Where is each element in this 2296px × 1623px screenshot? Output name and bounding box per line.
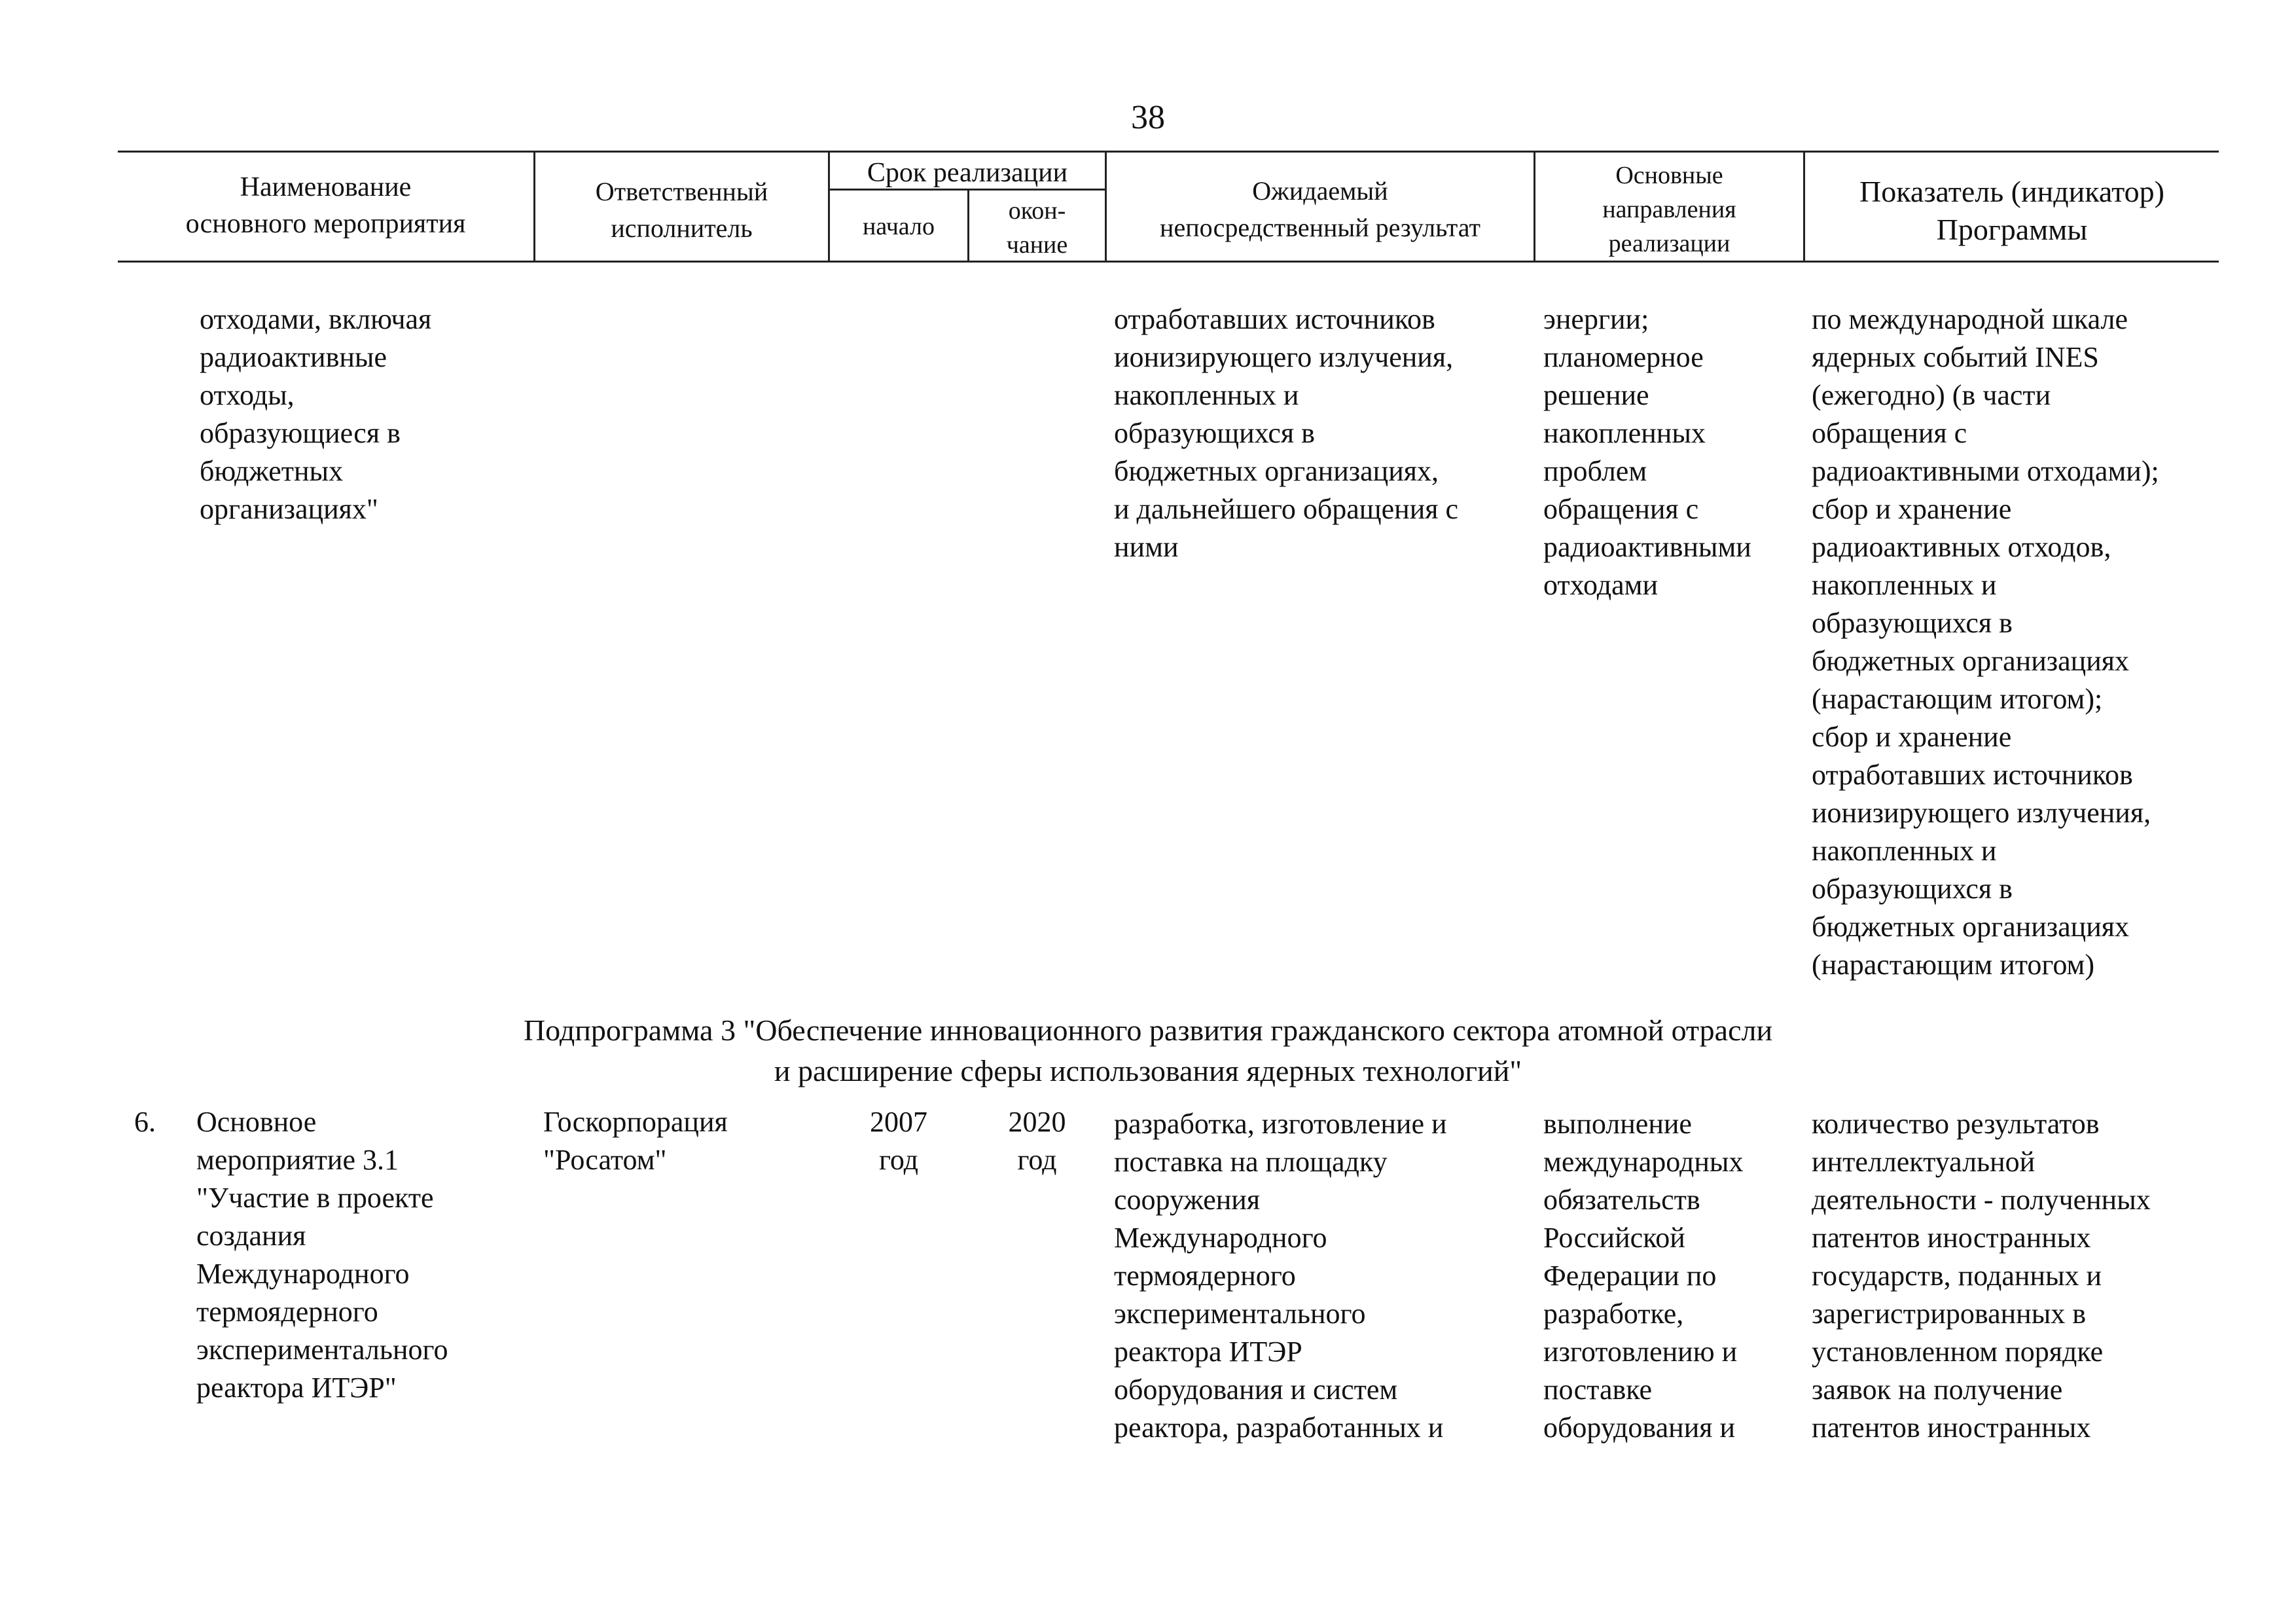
row-indicator: по международной шкале ядерных событий INES (ежегодно) (в части обращения с радиоактивными отходами); сбор и хранение радиоактивных отходов, накопленных и образующихся в бюджетных организациях (нарастающим итогом); сбор и хранение отработавших источников ионизирующего излучения, накопленных и образующихся в бюджетных организациях (нарастающим итогом) [1812, 303, 2159, 981]
header-end: окон- чание [1006, 197, 1068, 259]
subprogram-title: Подпрограмма 3 "Обеспечение инновационного развития гражданского сектора атомной отрасли и расширение сферы использования ядерных технологий" [523, 1013, 1773, 1087]
row-number: 6. [134, 1106, 156, 1138]
header-bottom-rule [118, 261, 2219, 263]
header-start: начало [863, 213, 935, 240]
row-name: отходами, включая радиоактивные отходы, образующиеся в бюджетных организациях" [200, 303, 432, 525]
row-start: 2007 год [870, 1106, 927, 1176]
header-term: Срок реализации [867, 158, 1068, 188]
row-indicator: количество результатов интеллектуальной деятельности - полученных патентов иностранных государств, поданных и зарегистрированных в установленном порядке заявок на получение патентов иностранных [1812, 1108, 2151, 1444]
header-result: Ожидаемый непосредственный результат [1160, 176, 1480, 242]
header-name: Наименование основного мероприятия [185, 172, 466, 239]
header-indicator: Показатель (индикатор) Программы [1859, 175, 2164, 246]
header-directions: Основные направления реализации [1602, 162, 1736, 257]
row-result: разработка, изготовление и поставка на площадку сооружения Международного термоядерного экспериментального реактора ИТЭР оборудования и систем реактора, разработанных и [1114, 1108, 1447, 1444]
row-end: 2020 год [1008, 1106, 1066, 1176]
row-directions: выполнение международных обязательств Российской Федерации по разработке, изготовлению и поставке оборудования и [1543, 1108, 1744, 1444]
row-responsible: Госкорпорация "Росатом" [543, 1106, 728, 1176]
row-result: отработавших источников ионизирующего излучения, накопленных и образующихся в бюджетных организациях, и дальнейшего обращения с ними [1114, 303, 1459, 563]
row-directions: энергии; планомерное решение накопленных проблем обращения с радиоактивными отходами [1543, 303, 1751, 601]
header-top-rule [118, 151, 2219, 153]
row-name: Основное мероприятие 3.1 "Участие в проекте создания Международного термоядерного экспериментального реактора ИТЭР" [196, 1106, 448, 1404]
header-responsible: Ответственный исполнитель [595, 177, 768, 243]
page-number: 38 [1131, 99, 1165, 136]
